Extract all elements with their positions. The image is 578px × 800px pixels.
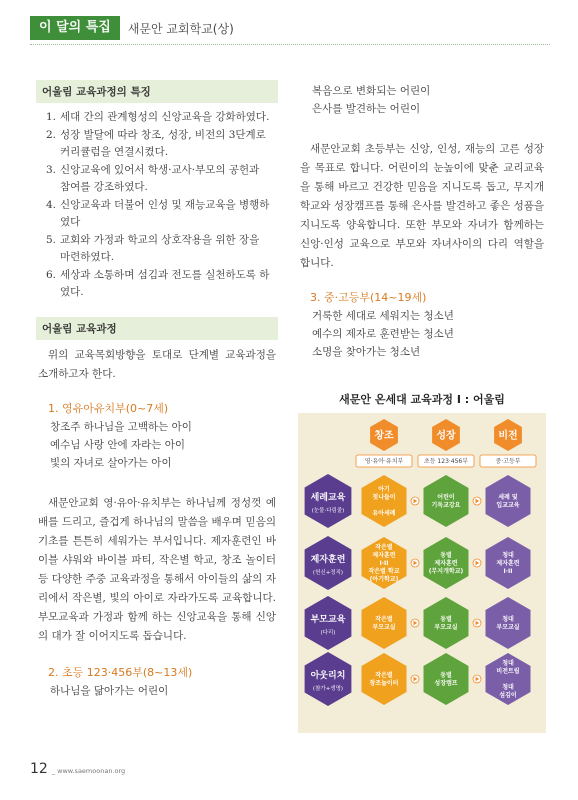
curriculum-diagram xyxy=(298,413,546,733)
features-title: 어울림 교육과정의 특징 xyxy=(36,80,278,103)
feature-text: 신앙교육과 더불어 인성 및 재능교육을 병행하였다 xyxy=(60,199,270,228)
row-label: 아웃리치 xyxy=(310,671,346,682)
curriculum-cell-label: (아기학교) xyxy=(369,576,399,584)
row-sublabel: (헌신+정직) xyxy=(312,569,344,576)
stage-age-label: 영·유아·유치부 xyxy=(364,458,404,466)
curriculum-cell-label: I·II xyxy=(503,568,513,576)
page-number: 12 xyxy=(30,761,48,777)
feature-number: 1. xyxy=(46,111,57,123)
sub3-lines xyxy=(298,307,546,361)
chart-title: 새문안 온세대 교육과정 I : 어울림 xyxy=(339,393,505,406)
left-column xyxy=(36,80,278,700)
row-sublabel: (눈물·다림줄) xyxy=(311,507,345,514)
sub1-line: 빛의 자녀로 살아가는 아이 xyxy=(50,457,172,469)
curriculum-cell-label: 첫나들이 xyxy=(372,494,396,502)
course-title: 어울림 교육과정 xyxy=(36,317,278,340)
curriculum-cell-label: 섬김이 xyxy=(499,692,517,700)
curriculum-cell-label: 제자훈련 xyxy=(434,560,458,568)
site-url: _ www.saemoonan.org xyxy=(51,767,126,775)
curriculum-cell-label: 입교교육 xyxy=(496,502,520,510)
feature-text: 신앙교육에 있어서 학생·교사·부모의 공헌과 참여를 강조하였다. xyxy=(60,164,260,193)
feature-item xyxy=(46,197,272,231)
section-tag: 이 달의 특집 xyxy=(30,16,120,40)
sub-heading-2: 2. 초등 123·456부(8~13세) xyxy=(48,666,193,679)
stage-age-label: 초등 123·456부 xyxy=(423,458,469,466)
feature-item xyxy=(46,127,272,161)
curriculum-cell-label: 부모교실 xyxy=(434,624,458,632)
sub3-line: 소명을 찾아가는 청소년 xyxy=(312,346,421,358)
feature-number: 5. xyxy=(46,234,57,246)
curriculum-cell-label: 작은별 학교 xyxy=(368,568,400,576)
sub2-line: 하나님을 닮아가는 어린이 xyxy=(50,685,169,697)
elementary-paragraph: 새문안교회 초등부는 신앙, 인성, 재능의 고른 성장을 목표로 합니다. 어린이의 눈높이에 맞춘 교리교육을 통해 바르고 건강한 믿음을 지니도록 돕고, 무지개학교와 성장캠프를 통해 은사를 발견하고 좋은 성품을 지니도록 양육합니다. 또한 부모와 자녀가 함께하는 신앙·인성 교육으로 부모와 자녀사이의 다리 역할을 합니다. xyxy=(300,143,544,269)
right-top-lines xyxy=(298,82,546,118)
curriculum-cell-label: 청대 xyxy=(502,616,514,624)
sub1-paragraph: 새문안교회 영·유아·유치부는 하나님께 정성껏 예배를 드리고, 즐겁게 하나님의 말씀을 배우며 믿음의 기초를 튼튼히 세워가는 부서입니다. 제자훈련인 바이블 샤워와 바이블 파티, 작은별 학교, 창조 놀이터 등 다양한 주중 교육과정을 통해서 아이들의 삶의 자리에서 작은별, 빛의 아이로 자라가도록 교육합니다. 부모교육과 가정과 함께 하는 신앙교육을 통해 신앙의 대가 잘 이어지도록 돕습니다. xyxy=(38,497,276,642)
stage-label: 성장 xyxy=(436,430,456,442)
curriculum-cell-label: 제자훈련 xyxy=(496,560,520,568)
feature-text: 세대 간의 관계형성의 신앙교육을 강화하였다. xyxy=(60,111,270,123)
header-divider xyxy=(30,44,550,45)
right-line: 복음으로 변화되는 어린이 xyxy=(312,85,431,97)
row-sublabel: (참가+생명) xyxy=(312,685,344,692)
curriculum-cell-label: 청대 xyxy=(502,660,514,668)
curriculum-cell-label: 성장캠프 xyxy=(434,680,458,688)
feature-text: 교회와 가정과 학교의 상호작용을 위한 장을 마련하였다. xyxy=(60,234,260,263)
curriculum-cell-label: 유아세례 xyxy=(372,510,396,518)
sub3-line: 예수의 제자로 훈련받는 청소년 xyxy=(312,328,454,340)
sub-heading-1: 1. 영유아유치부(0~7세) xyxy=(48,402,169,415)
feature-number: 3. xyxy=(46,164,57,176)
curriculum-cell-label: 제자훈련 xyxy=(372,552,396,560)
curriculum-cell-label: 세례 및 xyxy=(498,494,518,502)
section-subtitle: 새문안 교회학교(상) xyxy=(127,21,234,36)
stage-label: 비전 xyxy=(498,430,518,442)
curriculum-cell-label: 부모교실 xyxy=(496,624,520,632)
feature-number: 2. xyxy=(46,129,57,141)
row-label: 세례교육 xyxy=(310,493,346,504)
curriculum-cell-label: 작은별 xyxy=(375,672,393,680)
feature-item xyxy=(46,162,272,196)
feature-item xyxy=(46,232,272,266)
stage-label: 창조 xyxy=(374,430,394,442)
sub1-line: 창조주 하나님을 고백하는 아이 xyxy=(50,421,192,433)
right-line: 은사를 발견하는 어린이 xyxy=(312,103,421,115)
curriculum-cell-label: 아기 xyxy=(378,486,390,494)
curriculum-cell-label: 어린이 xyxy=(437,494,455,502)
curriculum-cell-label: 창조놀이터 xyxy=(369,680,399,688)
curriculum-cell-label: I·II xyxy=(379,560,389,568)
curriculum-cell-label: 기독교강요 xyxy=(431,502,461,510)
feature-text: 성장 발달에 따라 창조, 성장, 비전의 3단계로 커리큘럼을 연결시켰다. xyxy=(60,129,266,158)
curriculum-cell-label: 작은별 xyxy=(375,616,393,624)
feature-number: 4. xyxy=(46,199,57,211)
curriculum-cell-label: 청대 xyxy=(502,684,514,692)
curriculum-cell-label: 청대 xyxy=(502,552,514,560)
curriculum-cell-label: 작은별 xyxy=(375,544,393,552)
curriculum-cell-label: 동별 xyxy=(440,552,452,560)
features-list xyxy=(36,109,278,301)
page-header xyxy=(30,16,234,40)
feature-item xyxy=(46,109,272,126)
row-label: 제자훈련 xyxy=(310,555,346,566)
sub-heading-3: 3. 중·고등부(14~19세) xyxy=(310,291,427,304)
sub1-lines xyxy=(36,418,278,472)
sub3-line: 거룩한 세대로 세워지는 청소년 xyxy=(312,310,454,322)
page-footer xyxy=(30,761,125,777)
stage-age-label: 중·고등부 xyxy=(495,458,521,466)
right-column xyxy=(298,80,546,733)
sub1-line: 예수님 사랑 안에 자라는 아이 xyxy=(50,439,186,451)
feature-text: 세상과 소통하며 섬김과 전도를 실천하도록 하였다. xyxy=(60,269,270,298)
row-label: 부모교육 xyxy=(310,615,346,626)
curriculum-cell-label: 동별 xyxy=(440,672,452,680)
sub2-lines xyxy=(36,682,278,700)
feature-item xyxy=(46,267,272,301)
curriculum-cell-label: 부모교실 xyxy=(372,624,396,632)
course-intro: 위의 교육목회방향을 토대로 단계별 교육과정을 소개하고자 한다. xyxy=(38,349,276,380)
row-sublabel: (다리) xyxy=(320,629,336,636)
curriculum-cell-label: (무지개학교) xyxy=(428,568,464,576)
curriculum-cell-label: 동별 xyxy=(440,616,452,624)
feature-number: 6. xyxy=(46,269,57,281)
curriculum-cell-label: 비전트립 xyxy=(496,668,520,676)
